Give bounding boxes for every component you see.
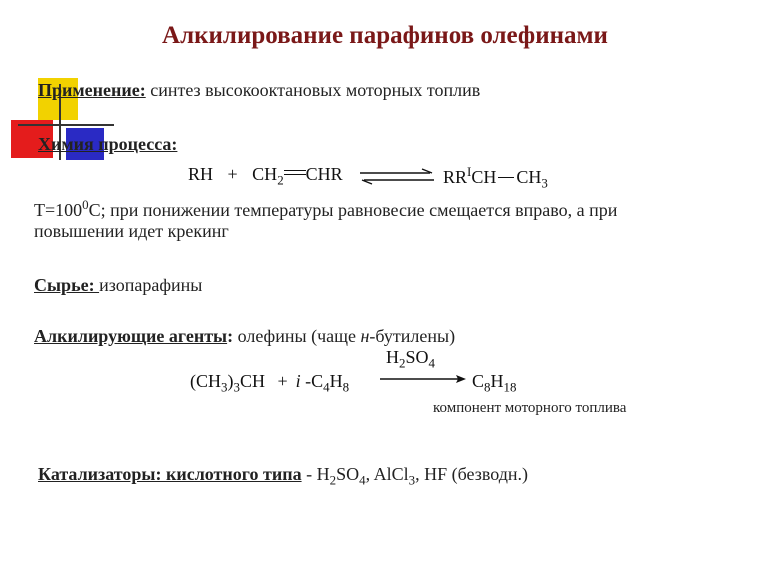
reactant-chr: CHR (305, 164, 343, 184)
feed-label: Сырье: (34, 275, 100, 295)
agents-line: Алкилирующие агенты: олефины (чаще н-бутилены) (34, 326, 456, 346)
application-text: синтез высокооктановых моторных топлив (145, 80, 481, 100)
decor-horizontal-line (18, 124, 114, 126)
plus-sign: + (227, 164, 238, 184)
application-line (38, 80, 480, 101)
reaction-2-reactants: $(CH_3)_3CH + i$ $-C_4H_8$ (190, 371, 350, 395)
feed-text: изопарафины (99, 275, 203, 295)
chemistry-label: Химия процесса: (38, 134, 178, 154)
double-bond (284, 170, 306, 175)
slide-title: Алкилирование парафинов олефинами (162, 22, 608, 49)
reactant-ch2: $CH_2$ (252, 164, 284, 188)
reaction-2-product: $C_8H_{18}$ (472, 371, 517, 395)
conditions-line-1: $T=100^0C$; при понижении температуры равновесие смещается вправо, а при (34, 197, 618, 220)
application-label: Применение: (38, 80, 146, 100)
conditions-line-2: повышении идет крекинг (34, 221, 229, 241)
chemistry-line (38, 134, 177, 155)
reaction-1-product: $RR^ICH$ $CH_3$ (443, 164, 548, 191)
product-note: компонент моторного топлива (433, 400, 627, 416)
catalysts-label: Катализаторы: кислотного типа (38, 464, 302, 484)
agents-label: Алкилирующие агенты (34, 326, 228, 346)
reaction-1 (188, 164, 343, 189)
catalyst-above-arrow: $H_2SO_4$ (386, 347, 435, 371)
feed-line (34, 275, 202, 296)
single-bond (498, 177, 514, 178)
catalysts-line: Катализаторы: кислотного типа - $H_2SO_4$, AlCl$_3$, HF (безводн.) (38, 464, 528, 488)
equilibrium-arrows (358, 168, 436, 186)
reaction-arrow (378, 372, 468, 386)
reactant-rh: RH (188, 164, 214, 184)
